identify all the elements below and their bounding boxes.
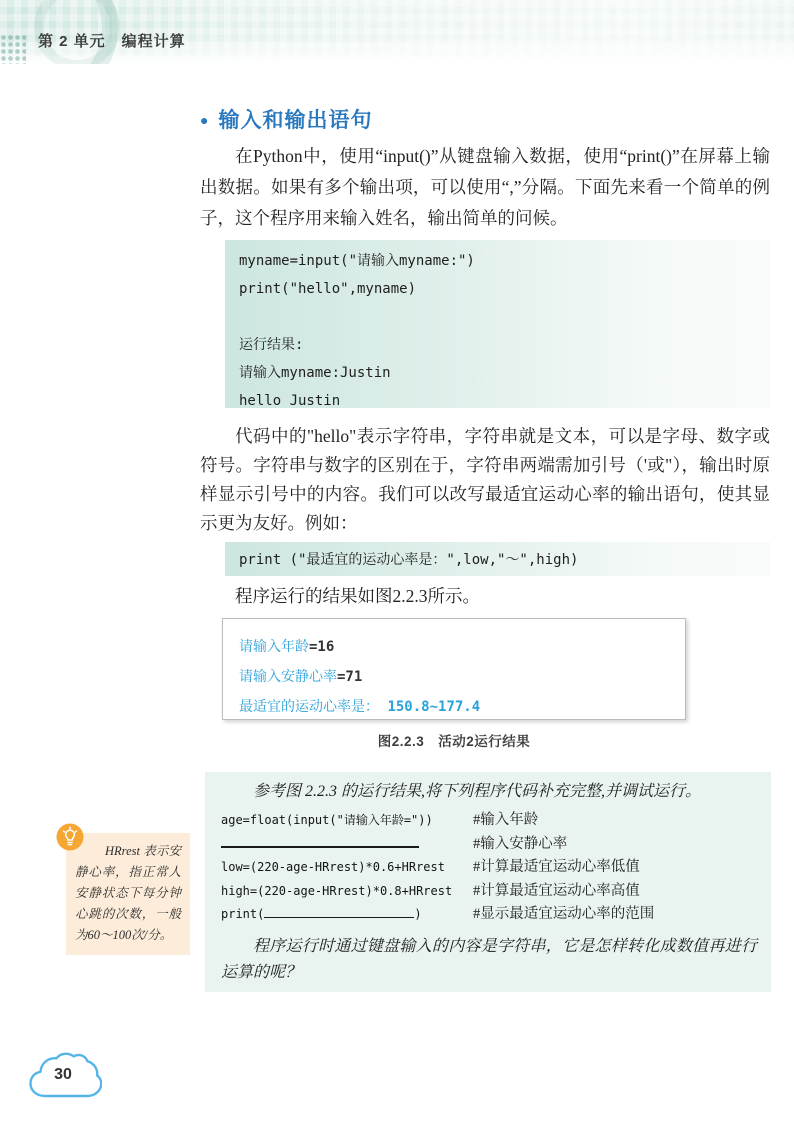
console-prompt: 请输入安静心率 [239,669,337,685]
exercise-intro: 参考图 2.2.3 的运行结果,将下列程序代码补充完整,并调试运行。 [253,783,702,800]
code-line [239,303,770,331]
note-text: HRrest 表示安静心率，指正常人安静状态下每分钟心跳的次数，一般为60～100次/分。 [75,844,181,942]
code-line: hello Justin [239,393,341,409]
console-line [239,632,685,662]
section-title [200,104,372,134]
code-text: low=(220-age-HRrest)*0.6+HRrest [221,860,445,874]
exercise-code-row [221,833,757,857]
section-title-text: 输入和输出语句 [218,109,373,132]
code-text: age=float(input("请输入年龄=")) [221,813,433,827]
console-prompt: 请输入年龄 [239,639,309,655]
header-dots-decoration [0,34,26,64]
console-result-value: 150.8~177.4 [387,699,481,715]
exercise-question: 程序运行时通过键盘输入的内容是字符串，它是怎样转化成数值再进行运算的呢？ [221,937,757,981]
console-line [239,692,685,722]
paragraph-intro: 在Python中，使用“input()”从键盘输入数据，使用“print()”在屏幕上输出数据。如果有多个输出项，可以使用“,”分隔。下面先来看一个简单的例子，这个程序用来输入姓名，输出简单的问候。 [200,146,770,228]
console-user-input: =71 [337,669,363,685]
comment-text: #计算最适宜运动心率高值 [473,882,640,899]
unit-label: 第 2 单元 编程计算 [38,33,186,50]
page-header [0,0,794,64]
console-prompt: 最适宜的运动心率是： [239,699,388,715]
paragraph-strings: 代码中的"hello"表示字符串，字符串就是文本，可以是字母、数字或符号。字符串与数字的区别在于，字符串两端需加引号（'或"），输出时原样显示引号中的内容。我们可以改写最适宜运动心率的输出语句，使其显示更为友好。例如： [200,426,770,533]
comment-text: #输入安静心率 [473,835,568,852]
exercise-box [205,772,771,992]
page-number-cloud [24,1050,102,1104]
code-text-before: print( [221,907,265,921]
page-number: 30 [54,1066,72,1083]
code-text [221,903,473,927]
exercise-code-row [221,856,757,880]
fill-blank-line [221,835,419,848]
paragraph-figure-ref: 程序运行的结果如图2.2.3所示。 [235,586,480,606]
code-text [221,833,473,857]
console-user-input: =16 [309,639,335,655]
code-example-block [225,240,770,408]
code-line: 运行结果: [239,337,304,353]
code-line: myname=input("请输入myname:") [239,253,475,269]
figure-caption: 图2.2.3 活动2运行结果 [377,734,531,749]
comment-text: #输入年龄 [473,812,539,828]
print-statement-block: print ("最适宜的运动心率是：",low,"～",high) [225,542,770,576]
code-text-after: ) [414,907,422,921]
exercise-code-row [221,880,757,904]
comment-text: #显示最适宜运动心率的范围 [473,906,655,922]
exercise-code-row [221,903,757,927]
code-line: 请输入myname:Justin [239,365,391,381]
lightbulb-icon [56,823,84,851]
code-line: print("hello",myname) [239,281,417,297]
section-bullet-icon: ● [200,112,210,128]
fill-blank-inline [264,908,414,918]
tip-note-box [66,833,190,955]
code-text: high=(220-age-HRrest)*0.8+HRrest [221,883,453,898]
exercise-code-row [221,809,757,833]
console-line [239,662,685,692]
comment-text: #计算最适宜运动心率低值 [473,859,640,875]
console-output-box [222,618,686,720]
